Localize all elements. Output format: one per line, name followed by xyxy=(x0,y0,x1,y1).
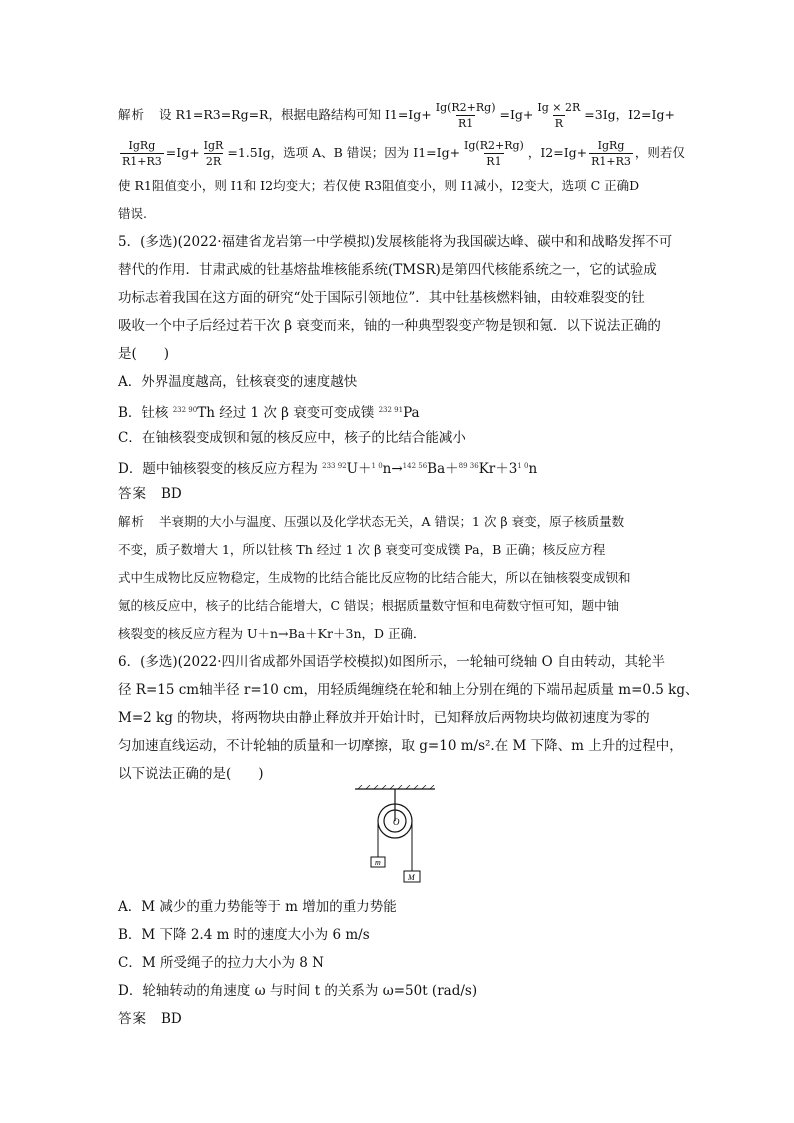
question-5 xyxy=(118,228,678,648)
q5-line: 吸收一个中子后经过若干次 β 衰变而来，铀的一种典型裂变产物是钡和氪．以下说法正确的 xyxy=(118,318,661,334)
q6-answer xyxy=(118,1005,678,1033)
q5-option-c[interactable]: C．在铀核裂变成钡和氪的核反应中，核子的比结合能减小 xyxy=(118,430,466,446)
analysis1-line2: $\frac{\text{IgRg}}{R1+R3}$ =Ig+ $\frac{\text{IgR}}{2R}$ =1.5Ig，选项 A、B 错误；因为 I1=Ig+ $\frac{Ig(R2+Rg)}{R1}$ ，I2=Ig+ $\frac{\text{IgRg}}{R1+R3}$ ，则若仅 xyxy=(122,139,685,168)
q6-line: 匀加速直线运动，不计轮轴的质量和一切摩擦，取 g=10 m/s².在 M 下降、m 上升的过程中， xyxy=(118,738,683,754)
analysis1-line3: 使 R1阻值变小，则 I1和 I2均变大；若仅使 R3阻值变小，则 I1减小，I2变大，选项 C 正确D xyxy=(118,178,640,193)
q5-analysis-line: 氪的核反应中，核子的比结合能增大，C 错误；根据质量数守恒和电荷数守恒可知，题中铀 xyxy=(118,598,620,613)
q5-answer xyxy=(118,480,678,508)
fraction: $\frac{\text{IgRg}}{R1+R3}$ xyxy=(591,139,631,168)
analysis1-line4: 错误. xyxy=(118,206,147,221)
q6-line: 以下说法正确的是( ) xyxy=(118,766,264,782)
document-page xyxy=(118,96,699,788)
fraction: $\frac{\text{IgR}}{2R}$ xyxy=(203,139,224,168)
analysis-tag: 解析 xyxy=(118,515,146,529)
q6-option-b[interactable]: B．M 下降 2.4 m 时的速度大小为 6 m/s xyxy=(118,927,370,943)
analysis-tag: 解析 xyxy=(118,108,146,122)
center-label: O xyxy=(393,817,400,827)
q5-option-d[interactable]: D．题中铀核裂变的核反应方程为 $^{233 92}U+^{1 0}n\to^{142 56}Ba+^{89 36}Kr+3^{1 0}n$ xyxy=(118,461,538,477)
q6-option-a[interactable]: A．M 减少的重力势能等于 m 增加的重力势能 xyxy=(118,899,397,915)
q6-option-c[interactable]: C．M 所受绳子的拉力大小为 8 N xyxy=(118,955,324,971)
answer-value: BD xyxy=(161,486,182,502)
q6-line: M=2 kg 的物块，将两物块由静止释放并开始计时，已知释放后两物块均做初速度为零的 xyxy=(118,710,650,726)
q5-line: 功标志着我国在这方面的研究“处于国际引领地位”．其中钍基核燃料铀，由较难裂变的钍 xyxy=(118,290,645,306)
q5-analysis-line: 核裂变的核反应方程为 U＋n→Ba＋Kr＋3n，D 正确． xyxy=(118,626,426,641)
fraction: $\frac{Ig(R2+Rg)}{R1}$ xyxy=(435,101,496,130)
q5-line: 是( ) xyxy=(118,346,170,362)
analysis1-line1: 解析 设 R1=R3=Rg=R，根据电路结构可知 I1=Ig+ $\frac{Ig(R2+Rg)}{R1}$ =Ig+ $\frac{Ig \times 2R}{R}$ =3Ig，I2=Ig+ xyxy=(118,101,675,130)
q5-line: 替代的作用．甘肃武威的钍基熔盐堆核能系统(TMSR)是第四代核能系统之一，它的试验成 xyxy=(118,262,657,278)
fraction: $\frac{\text{IgRg}}{R1+R3}$ xyxy=(122,139,162,168)
q5-analysis-line: 不变，质子数增大 1，所以钍核 Th 经过 1 次 β 衰变可变成镤 Pa，B 正确；核反应方程 xyxy=(118,542,606,557)
q6-line: 6．(多选)(2022·四川省成都外国语学校模拟)如图所示，一轮轴可绕轴 O 自由转动，其轮半 xyxy=(118,654,665,670)
fraction: $\frac{Ig(R2+Rg)}{R1}$ xyxy=(464,139,524,168)
q5-analysis-line: 解析 半衰期的大小与温度、压强以及化学状态无关，A 错误；1 次 β 衰变，原子核质量数 xyxy=(118,514,625,529)
q5-option-a[interactable]: A．外界温度越高，钍核衰变的速度越快 xyxy=(118,374,358,390)
answer-tag: 答案 xyxy=(118,1011,147,1026)
fraction: $\frac{Ig \times 2R}{R}$ xyxy=(537,101,581,130)
answer-tag: 答案 xyxy=(118,486,147,501)
answer-value: BD xyxy=(161,1011,182,1027)
wheel-axle-figure xyxy=(350,785,440,885)
q5-analysis-line: 式中生成物比反应物稳定，生成物的比结合能比反应物的比结合能大，所以在铀核裂变成钡和 xyxy=(118,570,631,585)
q6-option-d[interactable]: D．轮轴转动的角速度 ω 与时间 t 的关系为 ω=50t (rad/s) xyxy=(118,983,478,999)
mass-m-label: m xyxy=(375,858,381,867)
q6-options xyxy=(118,893,678,1033)
mass-M-label: M xyxy=(408,873,415,882)
q6-line: 径 R=15 cm轴半径 r=10 cm，用轻质绳缠绕在轮和轴上分别在绳的下端吊起质量 m=0.5 kg、 xyxy=(118,682,699,698)
q5-option-b[interactable]: B．钍核 $^{232 90}$Th 经过 1 次 β 衰变可变成镤 $^{232 91}$Pa xyxy=(118,405,420,421)
question-6 xyxy=(118,648,699,788)
q5-line: 5．(多选)(2022·福建省龙岩第一中学模拟)发展核能将为我国碳达峰、碳中和和战略发挥不可 xyxy=(118,234,673,250)
